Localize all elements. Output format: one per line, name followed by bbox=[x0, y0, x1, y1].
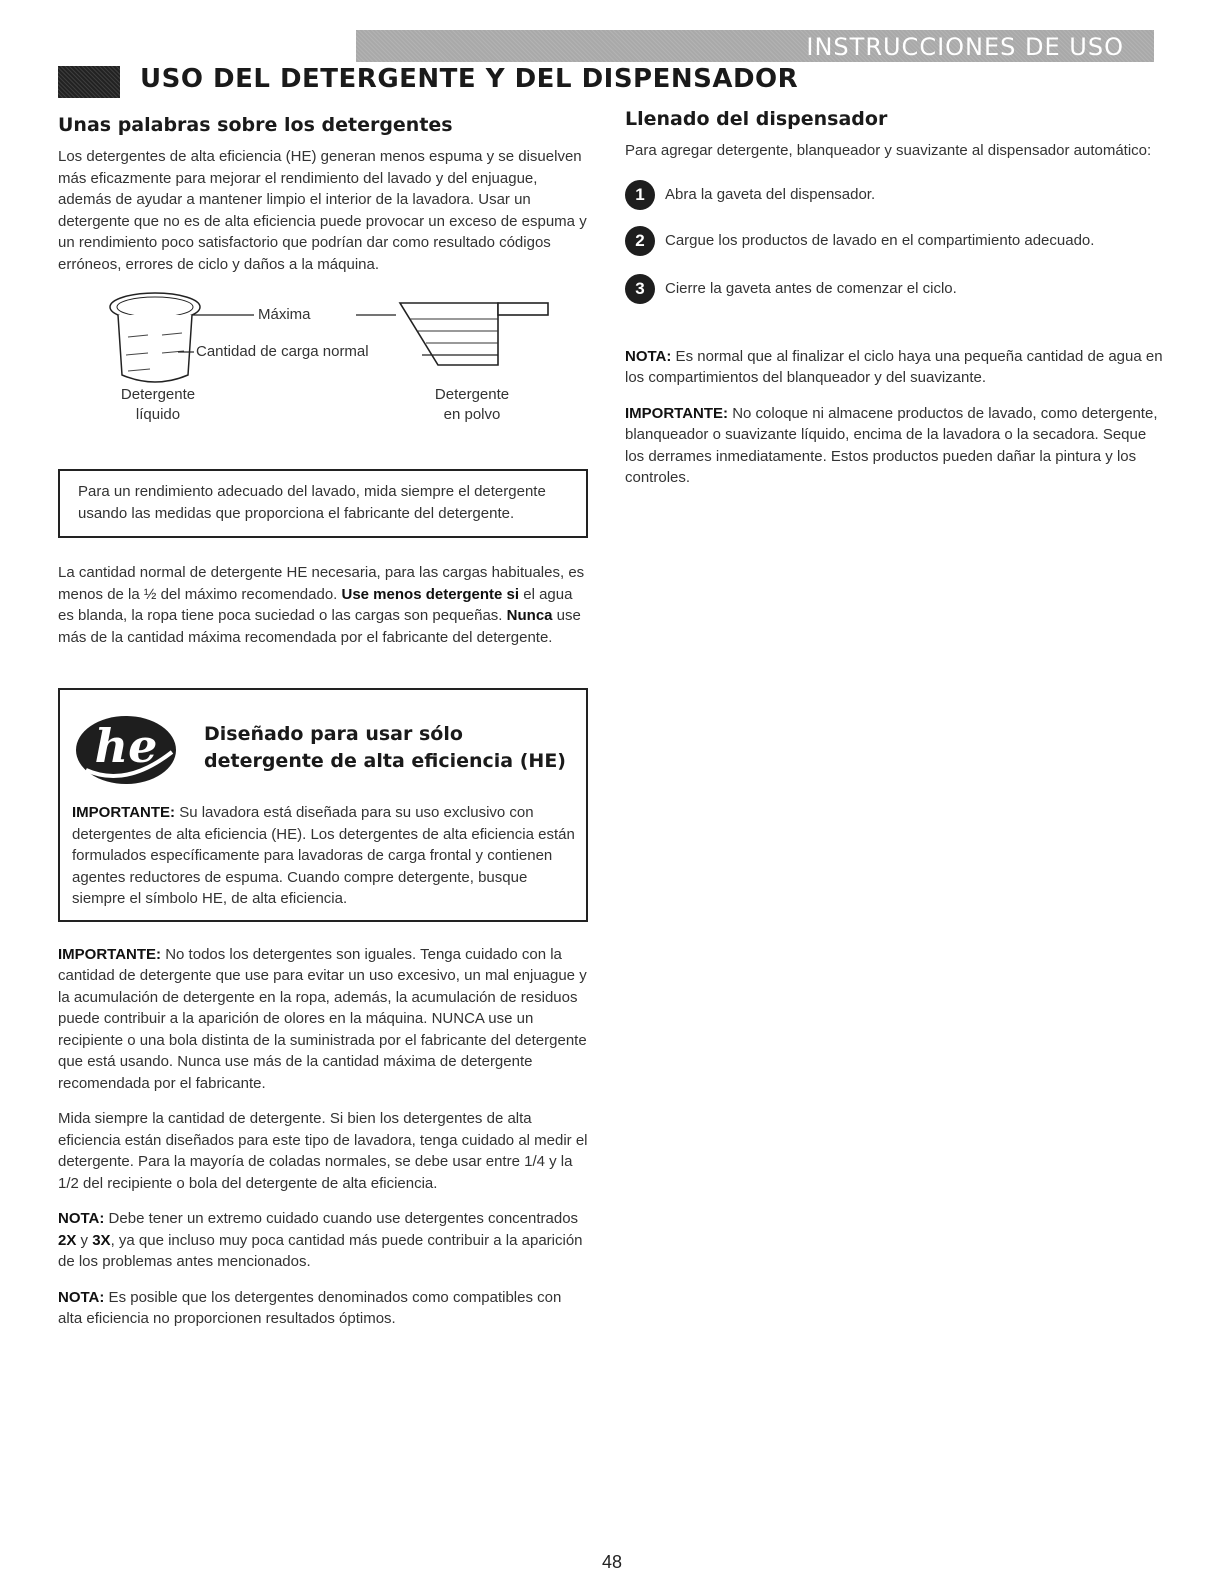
note-concentrated-paragraph bbox=[58, 1208, 588, 1273]
important-paragraph bbox=[58, 944, 588, 1095]
step-3-number: 3 bbox=[625, 274, 655, 304]
he-logo-text: he bbox=[94, 719, 158, 773]
dispenser-step-1 bbox=[625, 184, 1165, 210]
right-column bbox=[625, 108, 1165, 503]
dispenser-important-text: No coloque ni almacene productos de lavado, como detergente, blanqueador o suavizante líquido, encima de la lavadora o la secadora. Seque los derrames inmediatamente. Estos productos pueden dañar la pintura y los controles. bbox=[625, 404, 1158, 486]
dispenser-important-label: IMPORTANTE: bbox=[625, 404, 729, 422]
amount-text-2: del máximo recomendado. bbox=[156, 585, 342, 603]
left-column bbox=[58, 114, 588, 1344]
note1-text-b: y bbox=[76, 1231, 93, 1249]
he-box-text bbox=[72, 802, 586, 910]
dispenser-step-3 bbox=[625, 278, 1165, 304]
powder-label-line1: Detergente bbox=[434, 386, 510, 403]
amount-text-4: use más de la cantidad máxima recomendada por el fabricante del detergente. bbox=[58, 607, 581, 646]
he-logo-icon bbox=[72, 708, 184, 788]
he-box-header bbox=[72, 708, 586, 788]
dispenser-note-text: Es normal que al finalizar el ciclo haya una pequeña cantidad de agua en los compartimientos del blanqueador y del suavizante. bbox=[625, 347, 1163, 386]
detergent-heading: Unas palabras sobre los detergentes bbox=[58, 114, 453, 136]
step-2-text: Cargue los productos de lavado en el compartimiento adecuado. bbox=[665, 231, 1095, 249]
step-1-text: Abra la gaveta del dispensador. bbox=[665, 185, 876, 203]
liquid-label-line2: líquido bbox=[135, 406, 181, 423]
measure-note-box bbox=[58, 469, 588, 538]
measure-diagram-graphic bbox=[58, 285, 588, 455]
detergent-amount-paragraph bbox=[58, 562, 588, 648]
he-info-box bbox=[58, 688, 588, 922]
note1-bold-3x: 3X bbox=[92, 1231, 111, 1249]
max-label: Máxima bbox=[258, 306, 311, 323]
liquid-cup-body bbox=[118, 315, 192, 382]
he-box-title bbox=[204, 721, 566, 775]
amount-text-3: el agua es blanda, la ropa tiene poca suciedad o las cargas son pequeñas. bbox=[58, 585, 573, 624]
powder-label-line2: en polvo bbox=[443, 406, 501, 423]
powder-scoop-handle bbox=[498, 303, 548, 315]
note1-text-a: Debe tener un extremo cuidado cuando use detergentes concentrados bbox=[104, 1210, 579, 1227]
dispenser-step-2 bbox=[625, 230, 1165, 256]
measure-paragraph: Mida siempre la cantidad de detergente. Si bien los detergentes de alta eficiencia están diseñados para este tipo de lavadora, tenga cuidado al medir el detergente. Para la mayoría de coladas normales, se debe usar entre 1/4 y la 1/2 del recipiente o bola del detergente de alta eficiencia. bbox=[58, 1110, 588, 1192]
important-text: No todos los detergentes son iguales. Tenga cuidado con la cantidad de detergente que use para evitar un uso excesivo, un mal enjuague y la acumulación de detergente en la ropa, además, la acumulación de residuos puede contribuir a la aparición de olores en la máquina. NUNCA use un recipiente o una bola distinta de la suministrada por el fabricante del detergente que está usando. Nunca use más de la cantidad máxima de detergente recomendada por el fabricante. bbox=[58, 945, 587, 1092]
note-compatible-paragraph bbox=[58, 1287, 588, 1330]
detergent-measure-diagram bbox=[58, 285, 588, 455]
dispenser-intro: Para agregar detergente, blanqueador y suavizante al dispensador automático: bbox=[625, 142, 1152, 159]
note1-label: NOTA: bbox=[58, 1210, 105, 1227]
note1-text-c: , ya que incluso muy poca cantidad más puede contribuir a la aparición de los problemas antes mencionados. bbox=[58, 1231, 583, 1270]
step-2-number: 2 bbox=[625, 226, 655, 256]
detergent-intro: Los detergentes de alta eficiencia (HE) generan menos espuma y se disuelven más eficazmente para mejorar el rendimiento del lavado y del enjuague, además de ayudar a mantener limpio el interior de la lavadora. Usar un detergente que no es de alta eficiencia puede provocar un exceso de espuma y un rendimiento poco satisfactorio que podrían dar como resultado códigos erróneos, errores de ciclo y daños a la máquina. bbox=[58, 148, 587, 273]
he-title-line1: Diseñado para usar sólo bbox=[204, 723, 463, 745]
section-banner bbox=[356, 30, 1154, 62]
amount-fraction: ½ bbox=[143, 585, 157, 603]
step-3-text: Cierre la gaveta antes de comenzar el ciclo. bbox=[665, 279, 957, 297]
section-banner-text: INSTRUCCIONES DE USO bbox=[806, 33, 1124, 61]
dispenser-important-paragraph bbox=[625, 403, 1165, 489]
powder-scoop-body bbox=[400, 303, 498, 365]
normal-load-label: Cantidad de carga normal bbox=[196, 343, 369, 360]
title-marker-block bbox=[58, 66, 120, 98]
step-1-number: 1 bbox=[625, 180, 655, 210]
amount-bold-never: Nunca bbox=[506, 607, 553, 624]
dispenser-note-label: NOTA: bbox=[625, 347, 672, 365]
page-title: USO DEL DETERGENTE Y DEL DISPENSADOR bbox=[140, 64, 799, 94]
measure-note-text: Para un rendimiento adecuado del lavado, mida siempre el detergente usando las medidas que proporciona el fabricante del detergente. bbox=[78, 483, 546, 522]
amount-text-1: La cantidad normal de detergente HE necesaria, para las cargas habituales, es menos de la bbox=[58, 564, 585, 603]
page-number: 48 bbox=[601, 1552, 623, 1572]
he-title-line2: detergente de alta eficiencia (HE) bbox=[204, 750, 566, 772]
he-box-important-text: Su lavadora está diseñada para su uso exclusivo con detergentes de alta eficiencia (HE). Los detergentes de alta eficiencia están formulados específicamente para lavadoras de carga frontal y contienen agentes reductores de espuma. Cuando compre detergente, busque siempre el símbolo HE, de alta eficiencia. bbox=[72, 804, 575, 907]
dispenser-note-paragraph bbox=[625, 346, 1165, 389]
note1-bold-2x: 2X bbox=[58, 1231, 77, 1249]
dispenser-heading: Llenado del dispensador bbox=[625, 108, 888, 130]
amount-bold-use-less: Use menos detergente si bbox=[341, 585, 520, 603]
note2-text: Es posible que los detergentes denominados como compatibles con alta eficiencia no proporcionen resultados óptimos. bbox=[58, 1288, 562, 1327]
he-box-important-label: IMPORTANTE: bbox=[72, 804, 176, 821]
liquid-label-line1: Detergente bbox=[120, 386, 196, 403]
note2-label: NOTA: bbox=[58, 1288, 105, 1306]
important-label: IMPORTANTE: bbox=[58, 945, 162, 963]
